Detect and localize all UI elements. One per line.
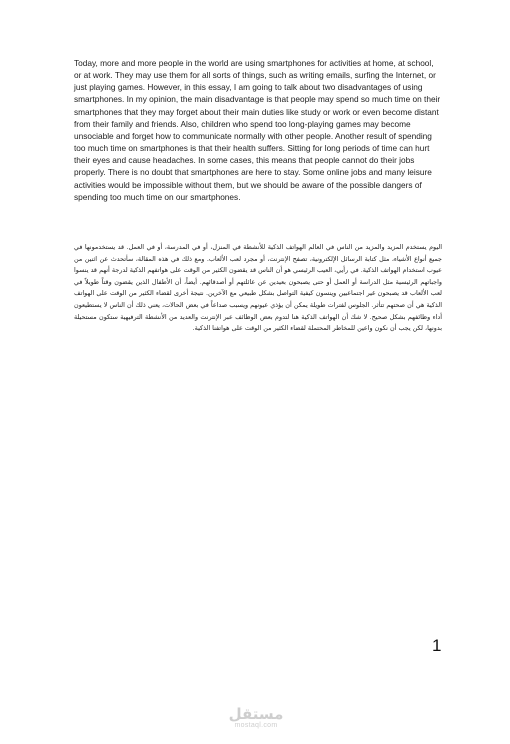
watermark-domain: mostaql.com [234, 722, 278, 729]
english-paragraph: Today, more and more people in the world are using smartphones for activities at home, at school, or at work. They may use them for all sorts of things, such as writing emails, surfing the Internet, or just playing games. However, in this essay, I am going to talk about two disadvantages of using smartphones. In my opinion, the main disadvantage is that people may spend so much time on their smartphones that they may forget about their main duties like study or work or even become distant from their family and friends. Also, children who spend too long-playing games may become unsociable and forget how to communicate normally with other people. Another result of spending too much time on smartphones is that their health suffers. Sitting for long periods of time can hurt their eyes and cause headaches. In some cases, this means that people cannot do their jobs properly. There is no doubt that smartphones are here to stay. Some online jobs and many leisure activities would be impossible without them, but we should be aware of the possible dangers of spending too much time on our smartphones. [74, 58, 441, 202]
page-number: 1 [432, 636, 442, 655]
arabic-paragraph: اليوم يستخدم المزيد والمزيد من الناس في العالم الهواتف الذكية للأنشطة في المنزل، أو في المدرسة، أو في العمل. قد يستخدمونها في جميع أنواع الأشياء، مثل كتابة الرسائل الإلكترونية، تصفح الإنترنت، أو مجرد لعب الألعاب. ومع ذلك في هذه المقالة، سأتحدث عن اثنين من عيوب استخدام الهواتف الذكية. في رأيي، العيب الرئيسي هو أن الناس قد يقضون الكثير من الوقت على هواتفهم الذكية لدرجة أنهم قد ينسوا واجباتهم الرئيسية مثل الدراسة أو العمل أو حتى يصبحون بعيدين عن عائلتهم أو أصدقائهم. أيضاً، أن الأطفال الذين يقضون وقتاً طويلاً في لعب الألعاب قد يصبحون غير اجتماعيين وينسون كيفية التواصل بشكل طبيعي مع الآخرين. نتيجة أخرى لقضاء الكثير من الوقت على الهواتف الذكية هي أن صحتهم تتأثر. الجلوس لفترات طويلة يمكن أن يؤذي عيونهم ويسبب صداعاً في بعض الحالات، يعني ذلك أن الناس لا يستطيعون أداء وظائفهم بشكل صحيح. لا شك أن الهواتف الذكية هنا لتدوم بعض الوظائف عبر الإنترنت والعديد من الأنشطة الترفيهية ستكون مستحيلة بدونها، لكن يجب أن نكون واعين للمخاطر المحتملة لقضاء الكثير من الوقت على هواتفنا الذكية. [74, 243, 442, 333]
mostaql-watermark [206, 706, 306, 730]
watermark-logo: مستقل [228, 705, 284, 723]
